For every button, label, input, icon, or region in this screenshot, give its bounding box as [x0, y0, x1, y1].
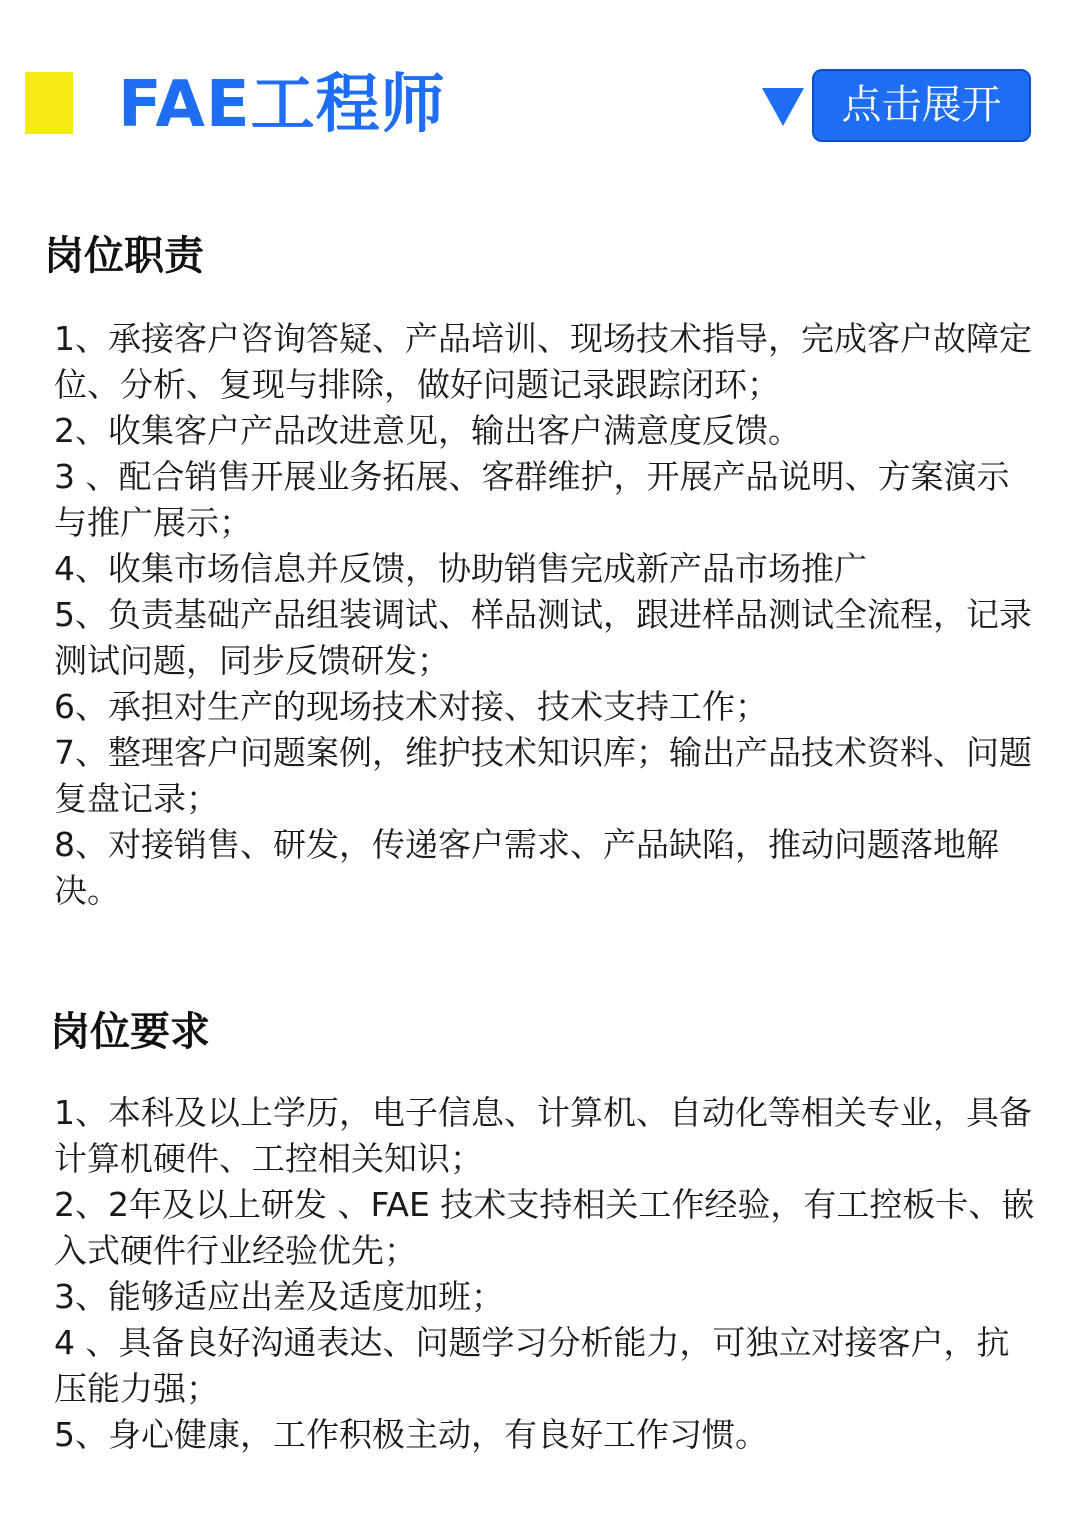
- expand-button[interactable]: 点击展开: [812, 69, 1031, 142]
- job-title: FAE工程师: [118, 68, 446, 142]
- list-item: 3 、配合销售开展业务拓展、客群维护，开展产品说明、方案演示与推广展示；: [54, 457, 1010, 542]
- list-item: 4、收集市场信息并反馈，协助销售完成新产品市场推广: [54, 549, 867, 588]
- section-title-requirements: 岗位要求: [50, 1009, 210, 1055]
- list-item: 1、承接客户咨询答疑、产品培训、现场技术指导，完成客户故障定位、分析、复现与排除，做好问题记录跟踪闭环；: [54, 319, 1032, 404]
- list-item: 4 、具备良好沟通表达、问题学习分析能力，可独立对接客户，抗压能力强；: [54, 1323, 1010, 1408]
- list-item: 3、能够适应出差及适度加班；: [54, 1277, 504, 1316]
- triangle-down-icon[interactable]: [762, 88, 804, 126]
- list-item: 6、承担对生产的现场技术对接、技术支持工作；: [54, 687, 768, 726]
- list-item: 8、对接销售、研发，传递客户需求、产品缺陷，推动问题落地解决。: [54, 825, 999, 910]
- section-title-responsibilities: 岗位职责: [44, 233, 204, 279]
- list-item: 5、身心健康，工作积极主动，有良好工作习惯。: [54, 1415, 768, 1454]
- page-header: [0, 0, 1080, 170]
- accent-bar: [25, 72, 73, 134]
- list-item: 5、负责基础产品组装调试、样品测试，跟进样品测试全流程，记录测试问题，同步反馈研发；: [54, 595, 1032, 680]
- list-item: 2、收集客户产品改进意见，输出客户满意度反馈。: [54, 411, 801, 450]
- requirements-list: [54, 1090, 1039, 1458]
- responsibilities-list: [54, 316, 1039, 914]
- list-item: 7、整理客户问题案例，维护技术知识库；输出产品技术资料、问题复盘记录；: [54, 733, 1032, 818]
- list-item: 1、本科及以上学历，电子信息、计算机、自动化等相关专业，具备计算机硬件、工控相关知识；: [54, 1093, 1032, 1178]
- list-item: 2、2年及以上研发 、FAE 技术支持相关工作经验，有工控板卡、嵌入式硬件行业经验优先；: [54, 1185, 1035, 1270]
